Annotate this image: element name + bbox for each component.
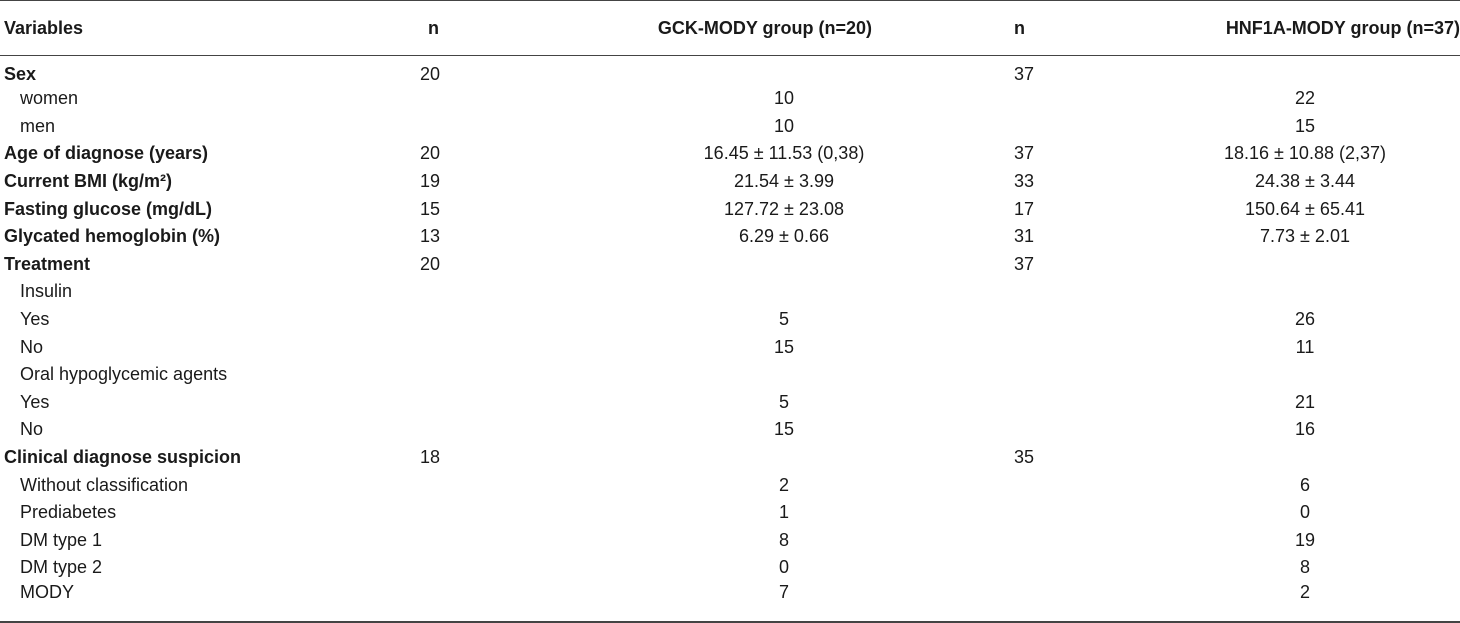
table-row: [0, 306, 1460, 334]
cell-n-hnf1a: [920, 416, 1070, 444]
row-label: Oral hypoglycemic agents: [20, 364, 228, 385]
cell-n-gck: [420, 499, 520, 527]
row-label: Without classification: [20, 474, 189, 495]
cell-n-hnf1a: [920, 527, 1070, 555]
cell-hnf1a-value: 11: [1295, 336, 1315, 357]
row-label: Glycated hemoglobin (%): [4, 226, 221, 247]
table-row: [0, 251, 1460, 279]
cell-n-hnf1a: [920, 85, 1070, 113]
cell-n-gck: [420, 333, 520, 361]
cell-gck-value: 1: [778, 502, 789, 523]
cell-hnf1a-value: 21: [1294, 391, 1316, 412]
header-n-hnf1a: n: [920, 1, 1070, 56]
cell-gck-value: 6.29 ± 0.66: [739, 226, 829, 247]
cell-gck-value: 2: [778, 474, 789, 495]
table-row: [0, 168, 1460, 196]
cell-gck-value: 15: [773, 419, 795, 440]
row-label: Prediabetes: [20, 502, 117, 523]
table-row: [0, 85, 1460, 113]
cell-gck-value: 15: [773, 336, 795, 357]
cell-n-gck: [420, 306, 520, 334]
table-bottom-rule: [0, 621, 1460, 623]
cell-n-hnf1a: [920, 361, 1070, 389]
cell-gck-value: 10: [773, 88, 795, 109]
cell-n-gck: [420, 471, 520, 499]
cell-n-hnf1a: [920, 582, 1070, 611]
table-row: [0, 582, 1460, 611]
cell-hnf1a-value: 16: [1294, 419, 1316, 440]
cell-gck-value: [520, 56, 920, 86]
cell-gck-value: 0: [778, 557, 789, 578]
cell-gck-value: 16.45 ± 11.53 (0,38): [703, 143, 865, 164]
row-label: DM type 1: [20, 529, 103, 550]
cell-gck-value: [520, 444, 920, 472]
header-variables: Variables: [0, 1, 420, 56]
cell-hnf1a-value: 7.73 ± 2.01: [1260, 226, 1350, 247]
cell-n-gck: 20: [420, 143, 441, 164]
row-label: MODY: [20, 581, 74, 602]
cell-hnf1a-value: [1070, 444, 1460, 472]
cell-n-gck: [420, 389, 520, 417]
cell-n-hnf1a: 37: [1014, 253, 1035, 274]
header-n-gck: n: [420, 1, 520, 56]
table-row: [0, 471, 1460, 499]
cell-n-gck: 20: [420, 64, 441, 84]
cell-gck-value: 5: [778, 309, 789, 330]
cell-n-hnf1a: [920, 499, 1070, 527]
cell-n-gck: [420, 416, 520, 444]
cell-hnf1a-value: 26: [1294, 309, 1316, 330]
cell-n-hnf1a: 17: [1014, 198, 1035, 219]
cell-n-hnf1a: [920, 389, 1070, 417]
cell-hnf1a-value: 15: [1294, 115, 1316, 136]
cell-hnf1a-value: 19: [1294, 529, 1316, 550]
table-row: [0, 444, 1460, 472]
table-row: [0, 499, 1460, 527]
cell-hnf1a-value: [1070, 251, 1460, 279]
cell-n-hnf1a: [920, 113, 1070, 141]
cell-hnf1a-value: 2: [1299, 581, 1310, 602]
row-label: Current BMI (kg/m²): [4, 171, 172, 192]
cell-hnf1a-value: 150.64 ± 65.41: [1245, 198, 1365, 219]
cell-gck-value: 21.54 ± 3.99: [734, 171, 834, 192]
table-row: [0, 361, 1460, 389]
cell-hnf1a-value: 6: [1299, 474, 1310, 495]
cell-n-hnf1a: 37: [1014, 143, 1035, 164]
row-label: Clinical diagnose suspicion: [4, 447, 242, 468]
table-row: [0, 140, 1460, 168]
cell-gck-value: 8: [778, 529, 789, 550]
cell-n-gck: [420, 113, 520, 141]
row-label: Age of diagnose (years): [4, 143, 209, 164]
row-label: Treatment: [4, 253, 91, 274]
table-row: [0, 416, 1460, 444]
row-label: men: [20, 115, 56, 136]
cell-n-hnf1a: [920, 554, 1070, 582]
cell-gck-value: 127.72 ± 23.08: [724, 198, 844, 219]
cell-hnf1a-value: 18.16 ± 10.88 (2,37): [1224, 143, 1386, 164]
cell-hnf1a-value: 24.38 ± 3.44: [1255, 171, 1355, 192]
cell-n-gck: 19: [420, 171, 441, 192]
table-body: [0, 56, 1460, 611]
cell-gck-value: 5: [778, 391, 789, 412]
table-header-row: [0, 1, 1460, 56]
cell-n-gck: 18: [420, 447, 441, 468]
cell-n-gck: [420, 527, 520, 555]
cell-n-gck: [420, 361, 520, 389]
cell-n-gck: 15: [420, 198, 441, 219]
cell-n-gck: [420, 278, 520, 306]
row-label: No: [20, 419, 44, 440]
table-row: [0, 223, 1460, 251]
cell-gck-value: [520, 361, 920, 389]
table-row: [0, 389, 1460, 417]
row-label: women: [20, 88, 79, 109]
row-label: DM type 2: [20, 557, 103, 578]
cell-n-gck: 20: [420, 253, 441, 274]
cell-n-hnf1a: [920, 306, 1070, 334]
table-row: [0, 333, 1460, 361]
cell-gck-value: 10: [773, 115, 795, 136]
cell-n-hnf1a: 35: [1014, 447, 1035, 468]
row-label: No: [20, 336, 44, 357]
cell-n-hnf1a: [920, 471, 1070, 499]
cell-gck-value: 7: [778, 581, 789, 602]
cell-n-gck: [420, 582, 520, 611]
cell-hnf1a-value: 8: [1299, 557, 1310, 578]
cell-hnf1a-value: [1070, 361, 1460, 389]
table-row: [0, 56, 1460, 86]
cell-n-hnf1a: 31: [1014, 226, 1035, 247]
table-row: [0, 195, 1460, 223]
cell-n-hnf1a: [920, 278, 1070, 306]
cell-n-gck: [420, 85, 520, 113]
cell-n-gck: [420, 554, 520, 582]
table-row: [0, 527, 1460, 555]
cell-hnf1a-value: 22: [1294, 88, 1316, 109]
row-label: Insulin: [20, 281, 73, 302]
table-row: [0, 113, 1460, 141]
table-row: [0, 554, 1460, 582]
cell-n-hnf1a: [920, 333, 1070, 361]
row-label: Yes: [20, 309, 50, 330]
row-label: Sex: [4, 64, 37, 84]
cell-n-gck: 13: [420, 226, 441, 247]
header-hnf1a-mody-group: HNF1A-MODY group (n=37): [1070, 1, 1460, 56]
row-label: Yes: [20, 391, 50, 412]
cell-gck-value: [520, 278, 920, 306]
cell-hnf1a-value: [1070, 278, 1460, 306]
cell-hnf1a-value: 0: [1299, 502, 1310, 523]
table-row: [0, 278, 1460, 306]
header-gck-mody-group: GCK-MODY group (n=20): [520, 1, 920, 56]
row-label: Fasting glucose (mg/dL): [4, 198, 213, 219]
cell-n-hnf1a: 33: [1014, 171, 1035, 192]
cell-n-hnf1a: 37: [1014, 64, 1035, 84]
cell-gck-value: [520, 251, 920, 279]
cell-hnf1a-value: [1070, 56, 1460, 86]
